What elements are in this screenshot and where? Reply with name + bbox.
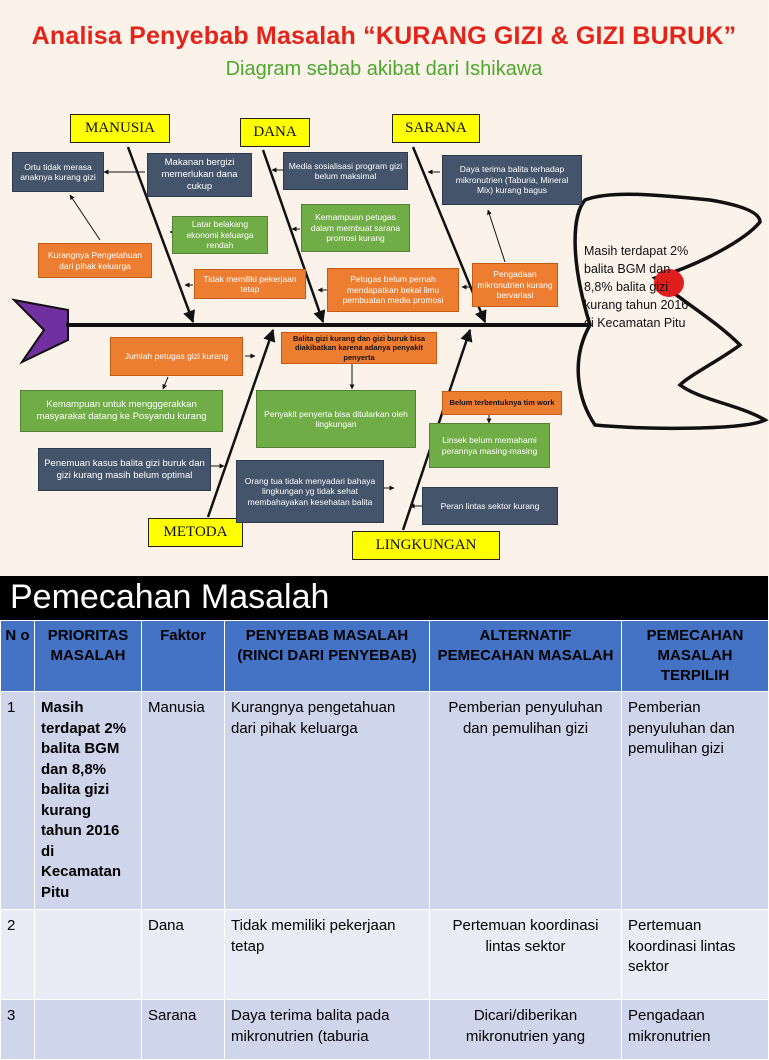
cell-faktor: Dana <box>142 910 225 1000</box>
cause-box: Peran lintas sektor kurang <box>422 487 558 525</box>
table-row <box>1 1000 769 1060</box>
cell-no: 2 <box>1 910 35 1000</box>
cause-box: Media sosialisasi program gizi belum maksimal <box>283 152 408 190</box>
fish-tail <box>14 300 68 362</box>
cell-prioritas <box>35 1000 142 1060</box>
table-row <box>1 910 769 1000</box>
cell-alternatif: Dicari/diberikan mikronutrien yang <box>430 1000 622 1060</box>
cause-box: Kemampuan untuk mengggerakkan masyarakat datang ke Posyandu kurang <box>20 390 223 432</box>
cell-prioritas: Masih terdapat 2% balita BGM dan 8,8% balita gizi kurang tahun 2016 di Kecamatan Pitu <box>35 692 142 910</box>
problem-statement: Masih terdapat 2% balita BGM dan 8,8% balita gizi kurang tahun 2016 di Kecamatan Pitu <box>584 244 689 330</box>
cell-faktor: Sarana <box>142 1000 225 1060</box>
cell-no: 3 <box>1 1000 35 1060</box>
cell-terpilih: Pengadaan mikronutrien <box>622 1000 769 1060</box>
cause-box: Balita gizi kurang dan gizi buruk bisa diakibatkan karena adanya penyakit penyerta <box>281 332 437 364</box>
cause-box: Petugas belum pernah mendapatkan bekal ilmu pembuatan media promosi <box>327 268 459 312</box>
cell-no: 1 <box>1 692 35 910</box>
cause-box: Penemuan kasus balita gizi buruk dan gizi kurang masih belum optimal <box>38 448 211 491</box>
cause-box: Kurangnya Pengetahuan dari pihak keluarga <box>38 243 152 278</box>
table-row <box>1 692 769 910</box>
diagram-subtitle: Diagram sebab akibat dari Ishikawa <box>225 58 543 80</box>
cause-box: Linsek belum memahami perannya masing-masing <box>429 423 550 468</box>
header-faktor: Faktor <box>142 621 225 692</box>
cause-box: Latar belakang ekonomi keluarga rendah <box>172 216 268 254</box>
category-lingkungan: LINGKUNGAN <box>352 531 500 560</box>
cause-box: Kemampuan petugas dalam membuat sarana promosi kurang <box>301 204 410 252</box>
header-terpilih: PEMECAHAN MASALAH TERPILIH <box>622 621 769 692</box>
cause-box: Tidak memiliki pekerjaan tetap <box>194 269 306 299</box>
cause-box: Jumlah petugas gizi kurang <box>110 337 243 376</box>
category-metoda: METODA <box>148 518 243 547</box>
solution-table <box>0 620 769 1060</box>
category-sarana: SARANA <box>392 114 480 143</box>
header-no: N o <box>1 621 35 692</box>
table-header-row <box>1 621 769 692</box>
cause-box: Belum terbentuknya tim work <box>442 391 562 415</box>
cause-box: Daya terima balita terhadap mikronutrien (Taburia, Mineral Mix) kurang bagus <box>442 155 582 205</box>
cell-faktor: Manusia <box>142 692 225 910</box>
cause-box: Penyakit penyerta bisa ditularkan oleh lingkungan <box>256 390 416 448</box>
cause-box: Pengadaan mikronutrien kurang bervariasi <box>472 263 558 307</box>
cell-penyebab: Daya terima balita pada mikronutrien (taburia <box>225 1000 430 1060</box>
category-dana: DANA <box>240 118 310 147</box>
cell-penyebab: Tidak memiliki pekerjaan tetap <box>225 910 430 1000</box>
cell-alternatif: Pertemuan koordinasi lintas sektor <box>430 910 622 1000</box>
cause-box: Makanan bergizi memerlukan dana cukup <box>147 153 252 197</box>
header-prioritas: PRIORITAS MASALAH <box>35 621 142 692</box>
diagram-title: Analisa Penyebab Masalah “KURANG GIZI & GIZI BURUK” <box>31 22 737 50</box>
header-alternatif: ALTERNATIF PEMECAHAN MASALAH <box>430 621 622 692</box>
category-manusia: MANUSIA <box>70 114 170 143</box>
cell-prioritas <box>35 910 142 1000</box>
header-penyebab: PENYEBAB MASALAH (RINCI DARI PENYEBAB) <box>225 621 430 692</box>
cell-terpilih: Pertemuan koordinasi lintas sektor <box>622 910 769 1000</box>
cell-penyebab: Kurangnya pengetahuan dari pihak keluarga <box>225 692 430 910</box>
cell-terpilih: Pemberian penyuluhan dan pemulihan gizi <box>622 692 769 910</box>
section-title: Pemecahan Masalah <box>10 578 330 616</box>
cause-box: Ortu tidak merasa anaknya kurang gizi <box>12 152 104 192</box>
solution-panel <box>0 576 768 1045</box>
cause-box: Orang tua tidak menyadari bahaya lingkungan yg tidak sehat membahayakan kesehatan balita <box>236 460 384 523</box>
cell-alternatif: Pemberian penyuluhan dan pemulihan gizi <box>430 692 622 910</box>
